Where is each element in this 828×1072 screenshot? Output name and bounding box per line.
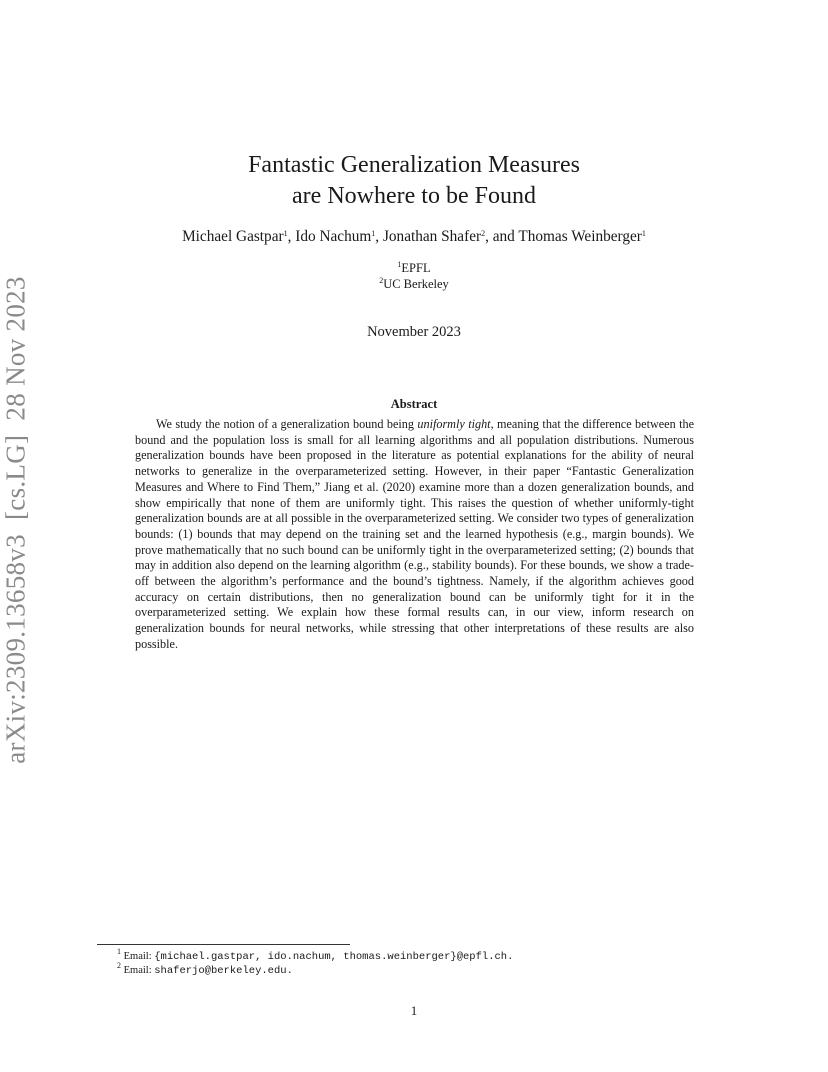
paper-title [0,150,828,212]
author-name: Michael Gastpar [182,228,284,245]
affiliation [0,276,828,292]
author-affil-mark: 1 [371,229,376,238]
author-separator: , and [485,228,519,245]
arxiv-stamp-text: arXiv:2309.13658v3 [cs.LG] 28 Nov 2023 [0,276,31,764]
footnote-mark: 1 [117,947,121,956]
affiliation-name: EPFL [401,261,431,275]
footnote-rule [97,944,350,945]
author-affil-mark: 2 [481,229,486,238]
author-separator: , [287,228,296,245]
affiliation-mark: 1 [397,260,402,269]
author-affil-mark: 1 [283,229,288,238]
affiliation [0,260,828,276]
abstract-text-rest: , meaning that the difference between the bound and the population loss is small for all learning algorithms and all population distributions. Numerous generalization bounds have been proposed in the literature as potential explanations for the ability of neural networks to generalize in the overparameterized setting. However, in their paper “Fantastic Generalization Measures and Where to Find Them,” Jiang et al. (2020) examine more than a dozen generalization bounds, and show empirically that none of them are uniformly tight. This raises the question of whether uniformly-tight generalization bounds are at all possible in the overparameterized setting. We consider two types of generalization bounds: (1) bounds that may depend on the training set and the learned hypothesis (e.g., margin bounds). We prove mathematically that no such bound can be uniformly tight in the overparameterized setting; (2) bounds that may in addition also depend on the learning algorithm (e.g., stability bounds). For these bounds, we show a trade-off between the algorithm’s performance and the bound’s tightness. Namely, if the algorithm achieves good accuracy on certain distributions, then no generalization bound can be uniformly tight for it in the overparameterized setting. We explain how these formal results can, in our view, inform research on generalization bounds for neural networks, while stressing that other interpretations of these results are also possible. [135,417,694,651]
footnote-label: Email: [123,965,155,976]
abstract-paragraph [135,417,694,653]
footnote-label: Email: [123,951,155,962]
paper-date: November 2023 [367,324,461,340]
abstract-heading: Abstract [390,397,438,411]
page-number: 1 [410,1003,418,1018]
author-affil-mark: 1 [641,229,646,238]
abstract-emphasis: uniformly tight [417,417,491,431]
abstract-body [135,417,694,653]
abstract-text-start: We study the notion of a generalization bound being [156,417,418,431]
author-list [0,228,828,246]
title-line-2: are Nowhere to be Found [292,183,536,209]
footnote-mark: 2 [117,961,121,970]
affiliation-name: UC Berkeley [383,277,449,291]
affiliations [0,260,828,292]
footnote [117,947,514,964]
affiliation-mark: 2 [379,276,384,285]
footnote [117,961,293,978]
author-name: Ido Nachum [295,228,372,245]
footnote-email: {michael.gastpar, ido.nachum, thomas.weinberger}@epfl.ch. [154,951,514,963]
title-line-1: Fantastic Generalization Measures [248,152,580,178]
author-separator: , [375,228,383,245]
footnote-email: shaferjo@berkeley.edu. [154,965,293,977]
author-name: Jonathan Shafer [382,228,482,245]
author-name: Thomas Weinberger [518,228,642,245]
